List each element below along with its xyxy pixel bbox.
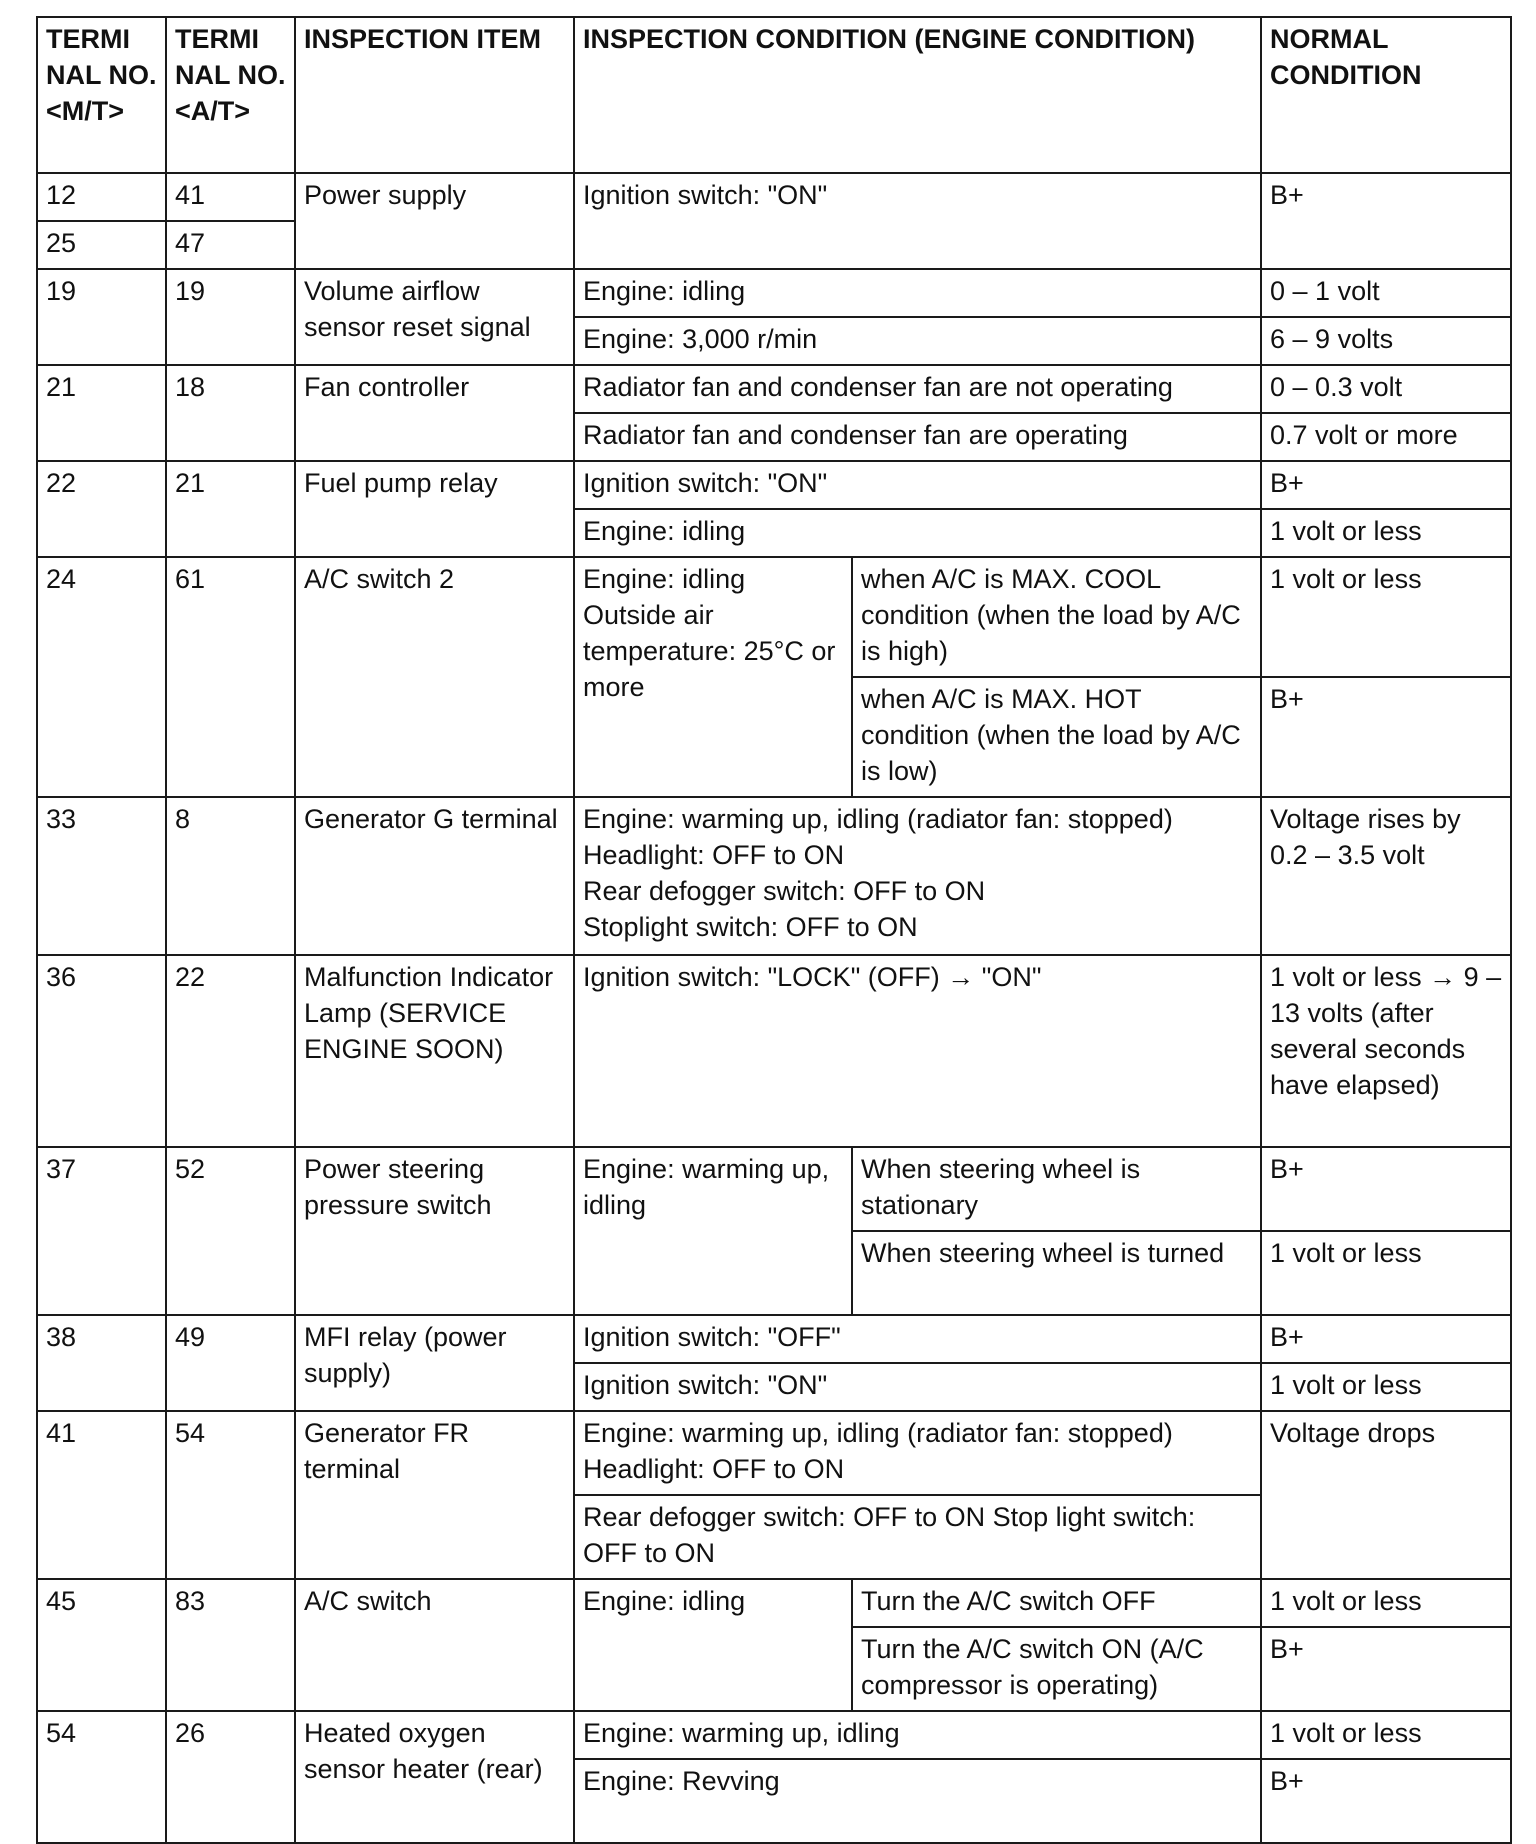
mt-terminal: 38 — [37, 1315, 166, 1411]
inspection-table — [36, 16, 1512, 1844]
mt-terminal: 36 — [37, 955, 166, 1147]
condition-line: Stoplight switch: OFF to ON — [583, 912, 918, 942]
normal-condition: Voltage rises by 0.2 – 3.5 volt — [1261, 797, 1511, 955]
condition-line: Headlight: OFF to ON — [583, 1454, 845, 1484]
inspection-item: Power steering pressure switch — [295, 1147, 574, 1315]
normal-condition: B+ — [1261, 677, 1511, 797]
mt-terminal: 19 — [37, 269, 166, 365]
table-row — [37, 269, 1511, 317]
inspection-item: Generator FR terminal — [295, 1411, 574, 1579]
header-inspection-item: INSPECTION ITEM — [295, 17, 574, 173]
mt-terminal: 33 — [37, 797, 166, 955]
normal-condition: 0 – 1 volt — [1261, 269, 1511, 317]
header-normal-condition: NORMAL CONDITION — [1261, 17, 1511, 173]
inspection-condition: Engine: warming up, idling — [574, 1147, 852, 1315]
table-row — [37, 557, 1511, 677]
at-terminal: 49 — [166, 1315, 295, 1411]
inspection-condition: Radiator fan and condenser fan are not operating — [574, 365, 1261, 413]
header-row — [37, 17, 1511, 173]
inspection-condition: Engine: warming up, idling — [574, 1711, 1261, 1759]
at-terminal: 22 — [166, 955, 295, 1147]
at-terminal: 83 — [166, 1579, 295, 1711]
mt-terminal: 54 — [37, 1711, 166, 1843]
condition-line: Engine: warming up, idling (radiator fan: stopped) — [583, 804, 1173, 834]
inspection-condition: Rear defogger switch: OFF to ON Stop light switch: OFF to ON — [574, 1495, 1261, 1579]
table-row — [37, 1147, 1511, 1231]
at-terminal: 52 — [166, 1147, 295, 1315]
table-row — [37, 1315, 1511, 1363]
mt-terminal: 22 — [37, 461, 166, 557]
table-row — [37, 173, 1511, 221]
mt-terminal: 37 — [37, 1147, 166, 1315]
inspection-item: Power supply — [295, 173, 574, 269]
normal-condition: 1 volt or less — [1261, 509, 1511, 557]
at-terminal: 61 — [166, 557, 295, 797]
condition-line: Headlight: OFF to ON — [583, 840, 845, 870]
inspection-item: Fan controller — [295, 365, 574, 461]
at-terminal: 26 — [166, 1711, 295, 1843]
at-terminal: 41 — [166, 173, 295, 221]
inspection-item: Heated oxygen sensor heater (rear) — [295, 1711, 574, 1843]
inspection-condition: Engine: idling — [574, 269, 1261, 317]
header-at-terminal: TERMI NAL NO. <A/T> — [166, 17, 295, 173]
inspection-subcondition: when A/C is MAX. COOL condition (when the load by A/C is high) — [852, 557, 1261, 677]
inspection-item: Malfunction Indicator Lamp (SERVICE ENGINE SOON) — [295, 955, 574, 1147]
inspection-condition: Engine: idling — [574, 509, 1261, 557]
mt-terminal: 21 — [37, 365, 166, 461]
inspection-condition: Engine: idling — [574, 1579, 852, 1711]
inspection-item: Generator G terminal — [295, 797, 574, 955]
condition-line: Engine: warming up, idling (radiator fan: stopped) — [583, 1418, 1173, 1448]
normal-condition: B+ — [1261, 173, 1511, 269]
inspection-condition: Ignition switch: "LOCK" (OFF) → "ON" — [574, 955, 1261, 1147]
table-row — [37, 461, 1511, 509]
normal-condition: B+ — [1261, 1627, 1511, 1711]
inspection-condition: Engine: Revving — [574, 1759, 1261, 1843]
table-row — [37, 1579, 1511, 1627]
inspection-item: Volume airflow sensor reset signal — [295, 269, 574, 365]
inspection-item: A/C switch — [295, 1579, 574, 1711]
at-terminal: 19 — [166, 269, 295, 365]
table-row — [37, 797, 1511, 955]
mt-terminal: 12 — [37, 173, 166, 221]
table-row — [37, 365, 1511, 413]
mt-terminal: 24 — [37, 557, 166, 797]
inspection-condition: Ignition switch: "ON" — [574, 173, 1261, 269]
condition-line: Rear defogger switch: OFF to ON — [583, 876, 986, 906]
header-inspection-condition: INSPECTION CONDITION (ENGINE CONDITION) — [574, 17, 1261, 173]
inspection-condition: Ignition switch: "OFF" — [574, 1315, 1261, 1363]
inspection-subcondition: When steering wheel is stationary — [852, 1147, 1261, 1231]
inspection-condition: Ignition switch: "ON" — [574, 461, 1261, 509]
normal-condition: 0 – 0.3 volt — [1261, 365, 1511, 413]
normal-condition: B+ — [1261, 1759, 1511, 1843]
at-terminal: 21 — [166, 461, 295, 557]
inspection-subcondition: Turn the A/C switch OFF — [852, 1579, 1261, 1627]
header-mt-terminal: TERMI NAL NO. <M/T> — [37, 17, 166, 173]
at-terminal: 47 — [166, 221, 295, 269]
normal-condition: B+ — [1261, 461, 1511, 509]
inspection-condition: Engine: 3,000 r/min — [574, 317, 1261, 365]
inspection-item: Fuel pump relay — [295, 461, 574, 557]
inspection-subcondition: Turn the A/C switch ON (A/C compressor is operating) — [852, 1627, 1261, 1711]
at-terminal: 54 — [166, 1411, 295, 1579]
at-terminal: 18 — [166, 365, 295, 461]
table-row — [37, 1711, 1511, 1759]
normal-condition: B+ — [1261, 1147, 1511, 1231]
table-row — [37, 1411, 1511, 1495]
at-terminal: 8 — [166, 797, 295, 955]
inspection-condition: Ignition switch: "ON" — [574, 1363, 1261, 1411]
normal-condition: 1 volt or less → 9 – 13 volts (after several seconds have elapsed) — [1261, 955, 1511, 1147]
normal-condition: 1 volt or less — [1261, 1579, 1511, 1627]
normal-condition: 1 volt or less — [1261, 1231, 1511, 1315]
normal-condition: 1 volt or less — [1261, 1363, 1511, 1411]
inspection-condition — [574, 1411, 1261, 1495]
normal-condition: 6 – 9 volts — [1261, 317, 1511, 365]
inspection-condition: Engine: idling Outside air temperature: 25°C or more — [574, 557, 852, 797]
normal-condition: B+ — [1261, 1315, 1511, 1363]
inspection-condition: Radiator fan and condenser fan are operating — [574, 413, 1261, 461]
inspection-condition — [574, 797, 1261, 955]
inspection-subcondition: When steering wheel is turned — [852, 1231, 1261, 1315]
mt-terminal: 45 — [37, 1579, 166, 1711]
inspection-subcondition: when A/C is MAX. HOT condition (when the load by A/C is low) — [852, 677, 1261, 797]
mt-terminal: 25 — [37, 221, 166, 269]
normal-condition: 0.7 volt or more — [1261, 413, 1511, 461]
normal-condition: Voltage drops — [1261, 1411, 1511, 1579]
inspection-item: A/C switch 2 — [295, 557, 574, 797]
normal-condition: 1 volt or less — [1261, 557, 1511, 677]
mt-terminal: 41 — [37, 1411, 166, 1579]
normal-condition: 1 volt or less — [1261, 1711, 1511, 1759]
inspection-item: MFI relay (power supply) — [295, 1315, 574, 1411]
table-row — [37, 955, 1511, 1147]
